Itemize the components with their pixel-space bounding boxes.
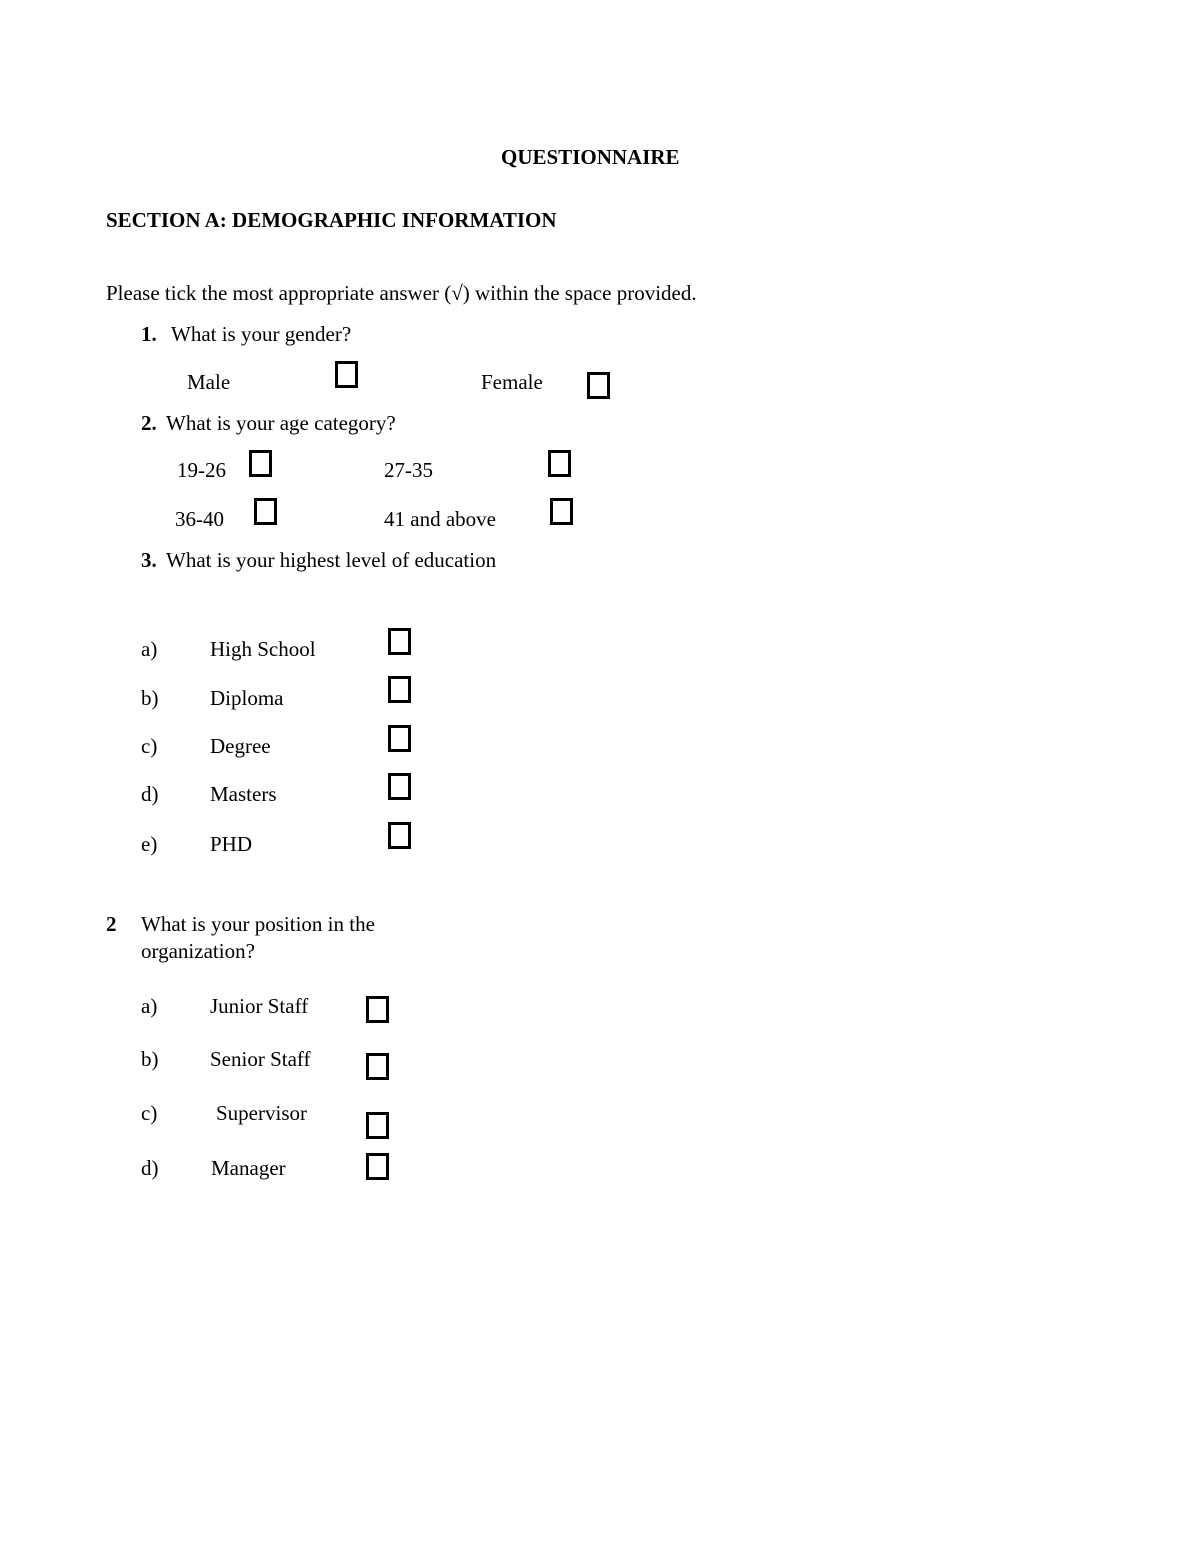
question-2-text: What is your age category?: [166, 411, 396, 435]
option-age-36-40-label: 36-40: [175, 507, 224, 531]
checkbox-age-41-above[interactable]: [550, 498, 573, 525]
option-supervisor-label: Supervisor: [216, 1101, 307, 1125]
checkbox-age-36-40[interactable]: [254, 498, 277, 525]
checkbox-diploma[interactable]: [388, 676, 411, 703]
question-4-text-line1: What is your position in the: [141, 912, 375, 936]
checkbox-age-27-35[interactable]: [548, 450, 571, 477]
option-high-school-label: High School: [210, 637, 316, 661]
option-age-27-35-label: 27-35: [384, 458, 433, 482]
option-letter: d): [141, 1156, 159, 1180]
question-2-number: 2.: [141, 411, 157, 435]
option-age-19-26-label: 19-26: [177, 458, 226, 482]
question-1-text: What is your gender?: [171, 322, 352, 346]
checkbox-manager[interactable]: [366, 1153, 389, 1180]
option-degree-label: Degree: [210, 734, 271, 758]
option-letter: c): [141, 734, 158, 758]
option-age-41-above-label: 41 and above: [384, 507, 496, 531]
option-male-label: Male: [187, 370, 231, 394]
section-heading: SECTION A: DEMOGRAPHIC INFORMATION: [106, 208, 557, 232]
checkbox-supervisor[interactable]: [366, 1112, 389, 1139]
instruction-text: Please tick the most appropriate answer (√) within the space provided.: [106, 281, 697, 305]
checkbox-high-school[interactable]: [388, 628, 411, 655]
option-letter: e): [141, 832, 158, 856]
checkbox-phd[interactable]: [388, 822, 411, 849]
option-junior-staff-label: Junior Staff: [210, 994, 309, 1018]
question-3-number: 3.: [141, 548, 157, 572]
option-letter: b): [141, 686, 159, 710]
option-letter: a): [141, 637, 158, 661]
question-1-number: 1.: [141, 322, 157, 346]
option-letter: d): [141, 782, 159, 806]
option-senior-staff-label: Senior Staff: [210, 1047, 311, 1071]
option-letter: c): [141, 1101, 158, 1125]
option-masters-label: Masters: [210, 782, 277, 806]
question-4-text-line2: organization?: [141, 939, 255, 963]
option-letter: a): [141, 994, 158, 1018]
option-manager-label: Manager: [211, 1156, 286, 1180]
option-phd-label: PHD: [210, 832, 253, 856]
question-4-number: 2: [106, 912, 117, 936]
checkbox-male[interactable]: [335, 361, 358, 388]
checkbox-degree[interactable]: [388, 725, 411, 752]
option-female-label: Female: [481, 370, 543, 394]
checkbox-junior-staff[interactable]: [366, 996, 389, 1023]
checkbox-age-19-26[interactable]: [249, 450, 272, 477]
question-3-text: What is your highest level of education: [166, 548, 497, 572]
checkbox-senior-staff[interactable]: [366, 1053, 389, 1080]
checkbox-female[interactable]: [587, 372, 610, 399]
option-letter: b): [141, 1047, 159, 1071]
checkbox-masters[interactable]: [388, 773, 411, 800]
option-diploma-label: Diploma: [210, 686, 284, 710]
document-title: QUESTIONNAIRE: [501, 145, 680, 169]
